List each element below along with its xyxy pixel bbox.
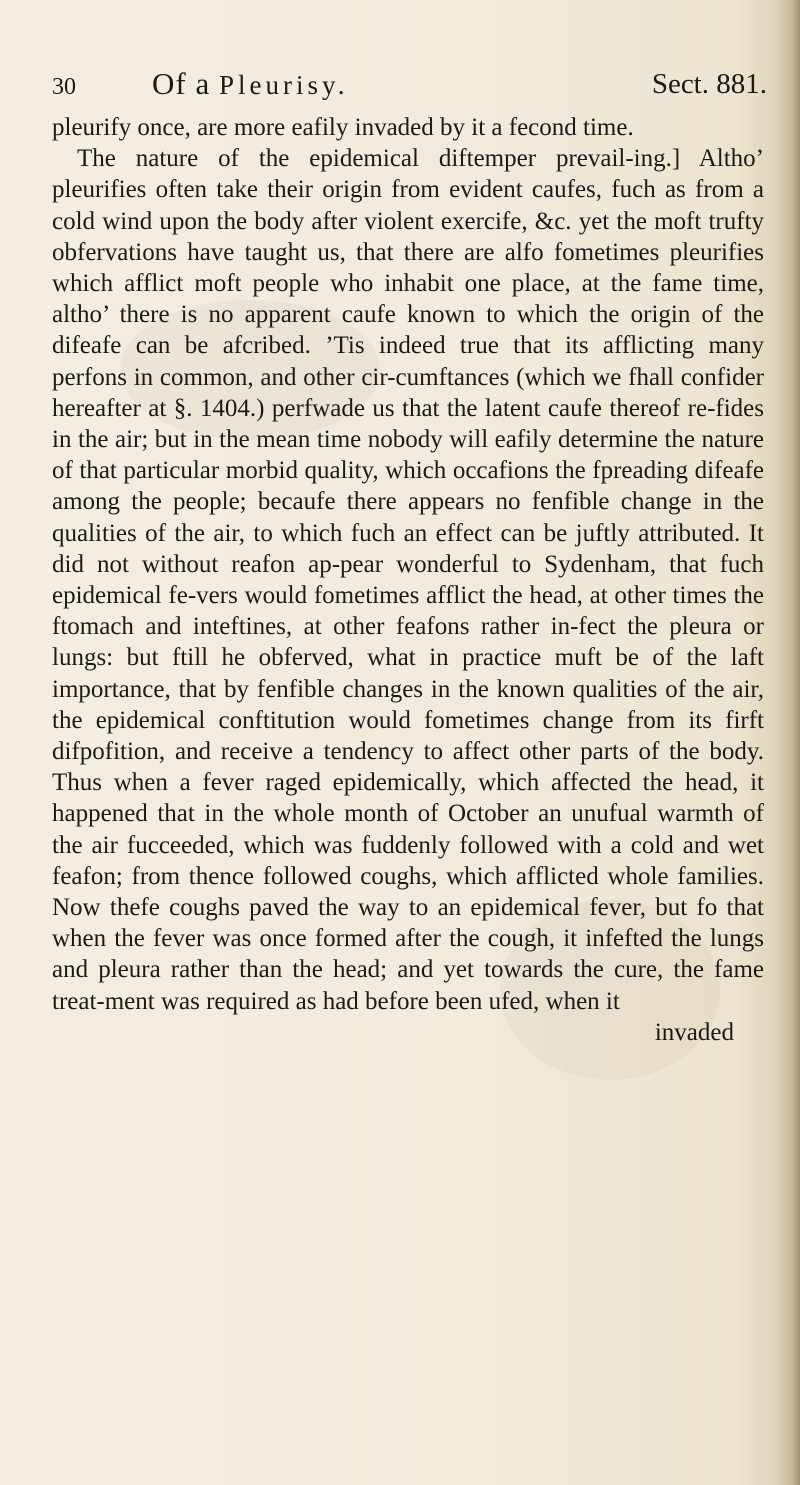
running-header [52,66,767,106]
body-text [52,112,764,1048]
section-reference: Sect. 881. [651,68,767,100]
catchword-line [52,1017,764,1048]
running-title-prefix: Of a [152,66,211,101]
paragraph: pleurify once, are more eafily invaded by it a fecond time. [52,114,634,141]
running-title [152,66,348,102]
page-edge-shadow [774,0,800,1485]
catchword: invaded [654,1018,734,1046]
running-title-main: Pleurisy. [218,70,349,100]
page-number: 30 [52,74,76,100]
paragraph: The nature of the epidemical diftemper prevail-ing.] Altho’ pleurifies often take their origin from evident caufes, fuch as from a cold wind upon the body after violent exercife, &c. yet the moft trufty obfervations have taught us, that there are alfo fometimes pleurifies which afflict moft people who inhabit one place, at the fame time, altho’ there is no apparent caufe known to which the origin of the difeafe can be afcribed. ’Tis indeed true that its afflicting many perfons in common, and other cir-cumftances (which we fhall confider hereafter at §. 1404.) perfwade us that the latent caufe thereof re-fides in the air; but in the mean time nobody will eafily determine the nature of that particular morbid quality, which occafions the fpreading difeafe among the people; becaufe there appears no fenfible change in the qualities of the air, to which fuch an effect can be juftly attributed. It did not without reafon ap-pear wonderful to Sydenham, that fuch epidemical fe-vers would fometimes afflict the head, at other times the ftomach and inteftines, at other feafons rather in-fect the pleura or lungs: but ftill he obferved, what in practice muft be of the laft importance, that by fenfible changes in the known qualities of the air, the epidemical conftitution would fometimes change from its firft difpofition, and receive a tendency to affect other parts of the body. Thus when a fever raged epidemically, which affected the head, it happened that in the whole month of October an unufual warmth of the air fucceeded, which was fuddenly followed with a cold and wet feafon; from thence followed coughs, which afflicted whole families. Now thefe coughs paved the way to an epidemical fever, but fo that when the fever was once formed after the cough, it infefted the lungs and pleura rather than the head; and yet towards the cure, the fame treat-ment was required as had before been ufed, when it [52,145,764,1015]
